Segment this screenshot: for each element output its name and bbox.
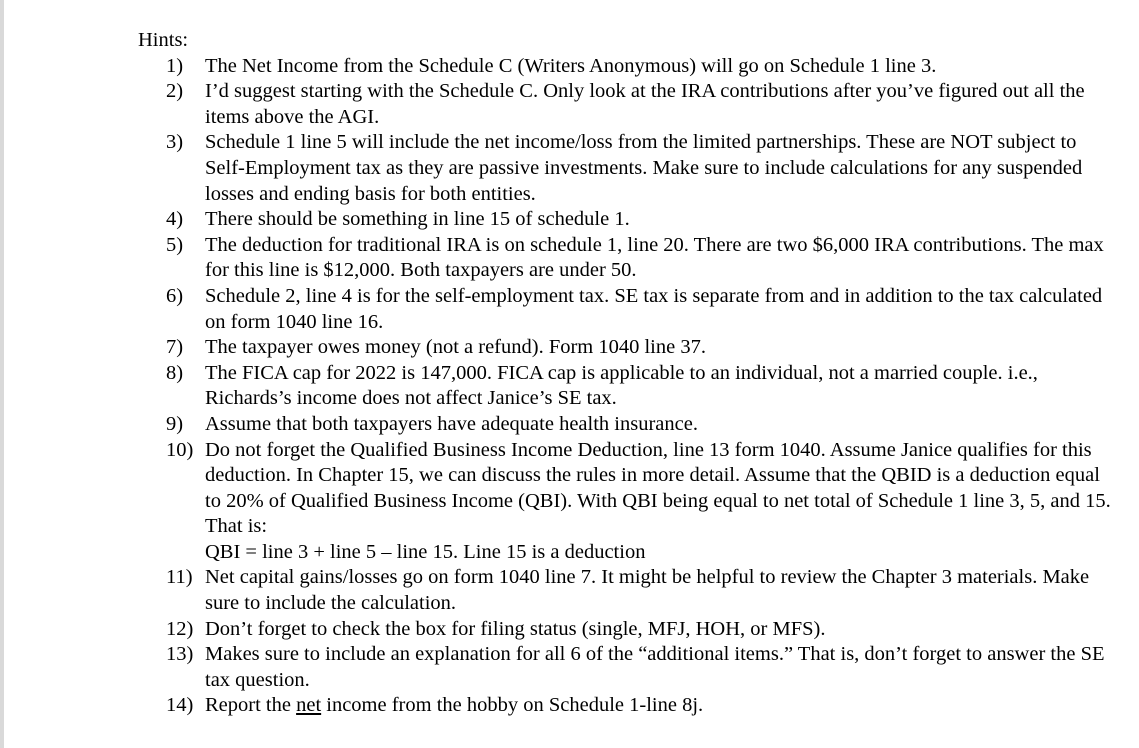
hint-item-8 [138,361,1118,412]
hint-text: Do not forget the Qualified Business Income Deduction, line 13 form 1040. Assume Janice qualifies for this deduction. In Chapter 15, we can discuss the rules in more detail. Assume that the QBID is a deduction equal to 20% of Qualified Business Income (QBI). With QBI being equal to net total of Schedule 1 line 3, 5, and 15. That is: [205,438,1111,538]
hint-text: The taxpayer owes money (not a refund). Form 1040 line 37. [205,336,706,359]
hint-number: 9) [166,412,184,435]
hint-text-formula: QBI = line 3 + line 5 – line 15. Line 15 is a deduction [205,540,646,563]
hint-text: Schedule 2, line 4 is for the self-employment tax. SE tax is separate from and in addition to the tax calculated on form 1040 line 16. [205,284,1103,333]
hint-text: Assume that both taxpayers have adequate health insurance. [205,412,698,435]
hint-item-12 [138,617,1118,643]
hint-text: Don’t forget to check the box for filing status (single, MFJ, HOH, or MFS). [205,617,826,640]
hint-number: 6) [166,284,184,307]
hint-item-6 [138,284,1118,335]
hint-item-14 [138,693,1118,719]
hint-text: Schedule 1 line 5 will include the net income/loss from the limited partnerships. These are NOT subject to Self-Employment tax as they are passive investments. Make sure to include calculations for any suspended losses and ending basis for both entities. [205,131,1083,205]
hint-item-13 [138,642,1118,693]
hint-number: 7) [166,336,184,359]
hint-text: The deduction for traditional IRA is on schedule 1, line 20. There are two $6,000 IRA contributions. The max for this line is $12,000. Both taxpayers are under 50. [205,233,1104,282]
hint-text-before: Report the [205,694,297,717]
hint-number: 4) [166,208,184,231]
hints-heading: Hints: [138,29,189,51]
hint-text: Net capital gains/losses go on form 1040 line 7. It might be helpful to review the Chapter 3 materials. Make sure to include the calculation. [205,566,1090,615]
hint-item-11 [138,565,1118,616]
hint-number: 13) [166,643,194,666]
hint-text-after: income from the hobby on Schedule 1-line 8j. [321,694,704,717]
hints-list [138,54,1118,719]
hint-number: 3) [166,131,184,154]
hint-number: 8) [166,361,184,384]
hint-item-5 [138,233,1118,284]
hint-item-9 [138,412,1118,438]
hints-document [138,28,1118,719]
hint-number: 1) [166,54,184,77]
hint-text: There should be something in line 15 of schedule 1. [205,208,630,231]
hint-item-2 [138,79,1118,130]
hint-item-3 [138,130,1118,207]
hint-text: The FICA cap for 2022 is 147,000. FICA cap is applicable to an individual, not a married couple. i.e., Richards’s income does not affect Janice’s SE tax. [205,361,1038,410]
hint-text: I’d suggest starting with the Schedule C. Only look at the IRA contributions after you’ve figured out all the items above the AGI. [205,80,1085,128]
hint-text: The Net Income from the Schedule C (Writers Anonymous) will go on Schedule 1 line 3. [205,54,937,77]
hint-number: 10) [166,438,194,461]
page-left-border [0,0,4,748]
hint-number: 5) [166,233,184,256]
hint-item-1 [138,54,1118,80]
hint-text-underlined: net [296,694,322,717]
hint-number: 14) [166,694,194,717]
hint-item-7 [138,335,1118,361]
hint-number: 11) [166,566,193,589]
hint-item-4 [138,207,1118,233]
hint-number: 12) [166,617,194,640]
hint-item-10 [138,438,1118,566]
hint-number: 2) [166,80,184,103]
hint-text: Makes sure to include an explanation for all 6 of the “additional items.” That is, don’t forget to answer the SE tax question. [205,643,1105,691]
